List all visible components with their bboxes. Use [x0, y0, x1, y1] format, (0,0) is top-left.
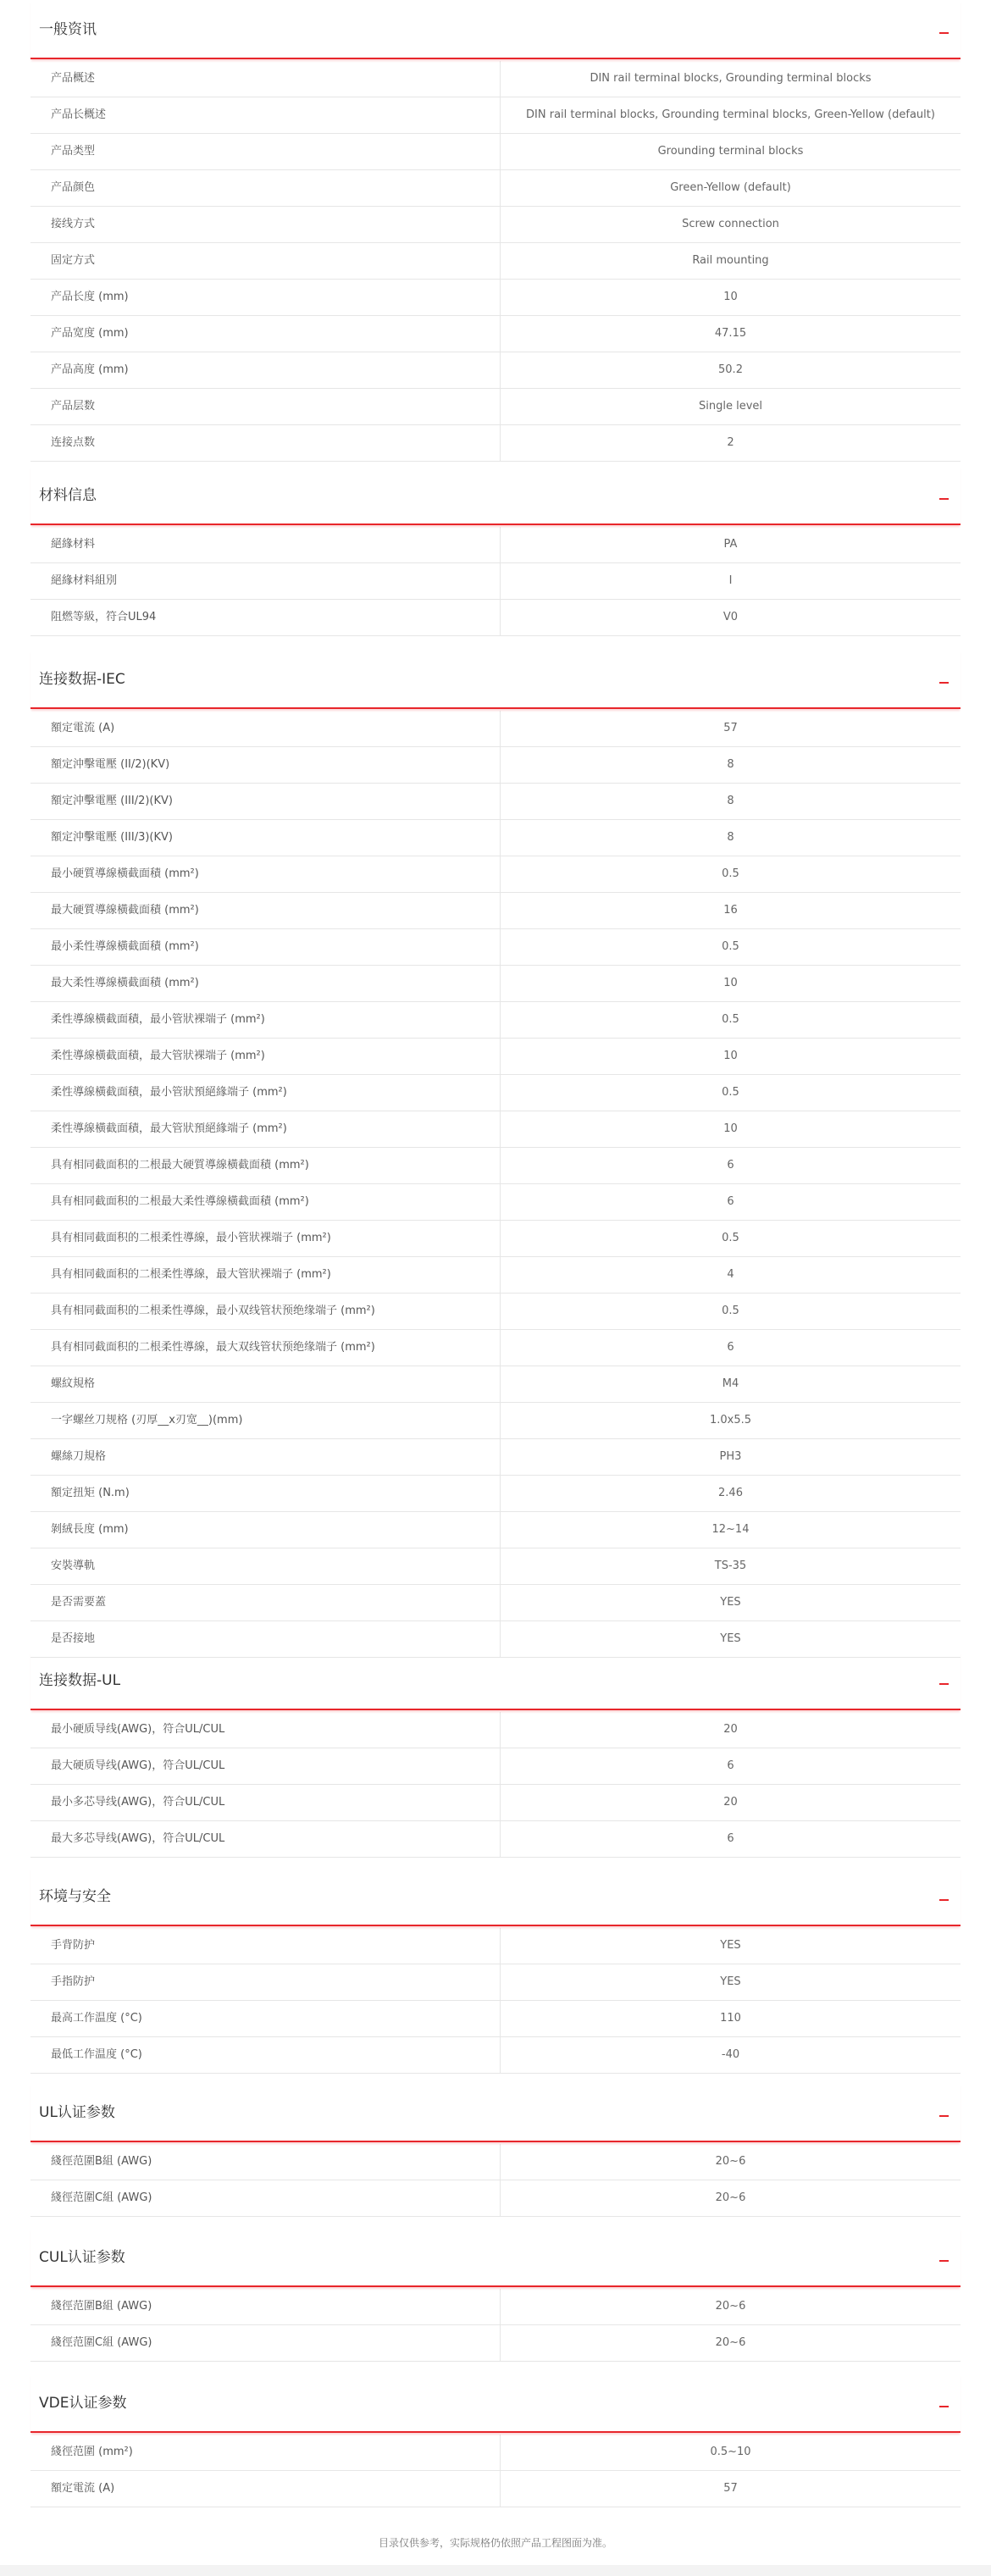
spec-label: 手指防护	[30, 1964, 501, 2000]
spec-row	[30, 527, 961, 563]
section-title: 连接数据-UL	[39, 1672, 121, 1689]
footer-disclaimer: 目录仅供参考，实际规格仍依照产品工程图面为准。	[378, 2537, 612, 2549]
spec-label: 螺絲刀規格	[30, 1439, 501, 1475]
spec-section	[30, 2228, 961, 2362]
spec-row	[30, 2435, 961, 2471]
spec-table	[30, 61, 961, 462]
spec-row	[30, 352, 961, 389]
spec-label: 絕緣材料組別	[30, 563, 501, 599]
section-header[interactable]	[30, 1651, 961, 1710]
spec-label: 手背防护	[30, 1928, 501, 1964]
spec-row	[30, 1964, 961, 2001]
footer-bar	[0, 2565, 991, 2576]
spec-value: 4	[727, 1268, 734, 1281]
collapse-icon[interactable]	[939, 1899, 949, 1901]
spec-row	[30, 1476, 961, 1512]
spec-row	[30, 2325, 961, 2362]
section-title: VDE认证参数	[39, 2395, 127, 2412]
spec-value: V0	[722, 611, 739, 623]
spec-value: 8	[727, 831, 734, 844]
spec-row	[30, 1928, 961, 1964]
spec-label: 产品长概述	[30, 97, 501, 133]
spec-row	[30, 966, 961, 1002]
spec-label: 产品类型	[30, 134, 501, 169]
spec-section	[30, 466, 961, 636]
spec-label: 产品高度 (mm)	[30, 352, 501, 388]
spec-row	[30, 1785, 961, 1821]
spec-section	[30, 1867, 961, 2074]
spec-row	[30, 1039, 961, 1075]
spec-row	[30, 747, 961, 784]
section-header[interactable]	[30, 0, 961, 59]
spec-value: 20~6	[715, 2300, 746, 2313]
spec-row	[30, 1748, 961, 1785]
spec-value: 10	[723, 977, 738, 989]
spec-value: 8	[727, 795, 734, 807]
collapse-icon[interactable]	[939, 2260, 949, 2262]
spec-label: 額定電流 (A)	[30, 711, 501, 746]
spec-row	[30, 134, 961, 170]
spec-label: 綫徑范圍C組 (AWG)	[30, 2325, 501, 2361]
spec-label: 綫徑范圍C組 (AWG)	[30, 2180, 501, 2216]
spec-row	[30, 170, 961, 207]
spec-label: 綫徑范圍 (mm²)	[30, 2435, 501, 2470]
spec-label: 柔性導線橫截面積，最大管狀裸端子 (mm²)	[30, 1039, 501, 1074]
spec-value: DIN rail terminal blocks, Grounding terminal blocks, Green-Yellow (default)	[526, 108, 935, 121]
spec-value: Screw connection	[682, 218, 779, 230]
spec-label: 具有相同截面积的二根柔性導線，最大双线管状预绝缘端子 (mm²)	[30, 1330, 501, 1366]
section-header[interactable]	[30, 2083, 961, 2142]
spec-value: 2	[727, 436, 734, 449]
spec-label: 柔性導線橫截面積，最小管狀裸端子 (mm²)	[30, 1002, 501, 1038]
spec-value: 6	[727, 1759, 734, 1772]
spec-row	[30, 280, 961, 316]
spec-row	[30, 1512, 961, 1548]
spec-label: 絕緣材料	[30, 527, 501, 562]
spec-section	[30, 2374, 961, 2507]
spec-label: 具有相同截面积的二根柔性導線，最小管狀裸端子 (mm²)	[30, 1221, 501, 1256]
spec-value: 0.5	[722, 1232, 739, 1244]
spec-label: 具有相同截面积的二根柔性導線，最小双线管状预绝缘端子 (mm²)	[30, 1294, 501, 1329]
spec-value: 57	[723, 2482, 738, 2495]
spec-label: 柔性導線橫截面積，最小管狀預絕緣端子 (mm²)	[30, 1075, 501, 1111]
spec-value: YES	[720, 1632, 741, 1645]
spec-label: 最低工作温度 (°C)	[30, 2037, 501, 2073]
spec-row	[30, 1257, 961, 1294]
spec-label: 最大柔性導線橫截面積 (mm²)	[30, 966, 501, 1001]
spec-label: 产品层数	[30, 389, 501, 424]
spec-value: 6	[727, 1195, 734, 1208]
spec-value: -40	[721, 2048, 740, 2061]
spec-label: 固定方式	[30, 243, 501, 279]
spec-label: 螺紋規格	[30, 1366, 501, 1402]
spec-section	[30, 2083, 961, 2217]
spec-label: 最小硬質導線橫截面積 (mm²)	[30, 856, 501, 892]
spec-row	[30, 711, 961, 747]
spec-value: DIN rail terminal blocks, Grounding terminal blocks	[590, 72, 872, 85]
spec-value: 10	[723, 1050, 738, 1062]
spec-value: Single level	[698, 400, 762, 413]
spec-row	[30, 1148, 961, 1184]
spec-row	[30, 600, 961, 636]
spec-row	[30, 1330, 961, 1366]
spec-row	[30, 1548, 961, 1585]
spec-row	[30, 1712, 961, 1748]
spec-row	[30, 1221, 961, 1257]
spec-value: 6	[727, 1832, 734, 1845]
spec-value: PA	[723, 538, 738, 551]
spec-value: 20~6	[715, 2191, 746, 2204]
spec-table	[30, 2144, 961, 2217]
spec-value: 20	[723, 1796, 738, 1809]
spec-value: Grounding terminal blocks	[657, 145, 804, 158]
spec-label: 阻燃等級，符合UL94	[30, 600, 501, 635]
section-title: UL认证参数	[39, 2104, 115, 2121]
spec-value: M4	[722, 1377, 739, 1390]
spec-label: 最小多芯导线(AWG)，符合UL/CUL	[30, 1785, 501, 1820]
spec-row	[30, 893, 961, 929]
spec-label: 是否接地	[30, 1621, 501, 1657]
spec-table	[30, 527, 961, 636]
spec-row	[30, 1366, 961, 1403]
spec-label: 具有相同截面积的二根最大硬質導線橫截面積 (mm²)	[30, 1148, 501, 1183]
section-header[interactable]	[30, 2228, 961, 2287]
spec-section	[30, 0, 961, 462]
spec-label: 安裝導軌	[30, 1548, 501, 1584]
spec-row	[30, 207, 961, 243]
spec-row	[30, 856, 961, 893]
spec-row	[30, 563, 961, 600]
spec-row	[30, 2289, 961, 2325]
collapse-icon[interactable]	[939, 2406, 949, 2407]
spec-value: 0.5	[722, 867, 739, 880]
spec-value: YES	[720, 1975, 741, 1988]
collapse-icon[interactable]	[939, 32, 949, 34]
spec-value: 20	[723, 1723, 738, 1736]
spec-label: 连接点数	[30, 425, 501, 461]
collapse-icon[interactable]	[939, 2115, 949, 2117]
spec-value: 57	[723, 722, 738, 734]
spec-row	[30, 1184, 961, 1221]
spec-value: 1.0x5.5	[709, 1414, 752, 1426]
spec-row	[30, 1111, 961, 1148]
spec-row	[30, 2471, 961, 2507]
spec-label: 柔性導線橫截面積，最大管狀預絕緣端子 (mm²)	[30, 1111, 501, 1147]
spec-value: 50.2	[718, 363, 743, 376]
spec-row	[30, 929, 961, 966]
spec-value: 16	[723, 904, 738, 917]
spec-value: 20~6	[715, 2336, 746, 2349]
spec-value: Rail mounting	[692, 254, 769, 267]
spec-row	[30, 1403, 961, 1439]
spec-row	[30, 389, 961, 425]
spec-value: 0.5	[722, 940, 739, 953]
spec-label: 剝絨長度 (mm)	[30, 1512, 501, 1548]
spec-value: PH3	[719, 1450, 742, 1463]
spec-row	[30, 1821, 961, 1858]
collapse-icon[interactable]	[939, 1683, 949, 1685]
spec-label: 具有相同截面积的二根柔性導線，最大管狀裸端子 (mm²)	[30, 1257, 501, 1293]
spec-table	[30, 711, 961, 1658]
spec-value: 47.15	[714, 327, 747, 340]
spec-value: 12~14	[711, 1523, 750, 1536]
spec-label: 一字螺丝刀规格 (刃厚__x刃宽__)(mm)	[30, 1403, 501, 1438]
spec-label: 产品概述	[30, 61, 501, 97]
spec-value: 20~6	[715, 2155, 746, 2168]
spec-row	[30, 425, 961, 462]
spec-row	[30, 243, 961, 280]
section-title: 环境与安全	[39, 1888, 111, 1905]
spec-label: 产品颜色	[30, 170, 501, 206]
spec-label: 产品宽度 (mm)	[30, 316, 501, 352]
section-title: CUL认证参数	[39, 2249, 125, 2266]
spec-table	[30, 1712, 961, 1858]
section-header[interactable]	[30, 466, 961, 525]
spec-value: 8	[727, 758, 734, 771]
spec-label: 綫徑范圍B組 (AWG)	[30, 2144, 501, 2180]
spec-value: I	[728, 574, 733, 587]
spec-row	[30, 2180, 961, 2217]
spec-table	[30, 2289, 961, 2362]
spec-row	[30, 97, 961, 134]
spec-row	[30, 2144, 961, 2180]
spec-label: 額定扭矩 (N.m)	[30, 1476, 501, 1511]
spec-label: 产品长度 (mm)	[30, 280, 501, 315]
section-header[interactable]	[30, 2374, 961, 2433]
spec-row	[30, 820, 961, 856]
spec-row	[30, 1002, 961, 1039]
spec-row	[30, 2001, 961, 2037]
spec-value: 0.5~10	[710, 2446, 751, 2458]
section-header[interactable]	[30, 1867, 961, 1926]
spec-label: 最大硬质导线(AWG)，符合UL/CUL	[30, 1748, 501, 1784]
spec-value: YES	[720, 1596, 741, 1609]
spec-value: 6	[727, 1159, 734, 1172]
spec-label: 綫徑范圍B組 (AWG)	[30, 2289, 501, 2324]
spec-value: 6	[727, 1341, 734, 1354]
spec-value: 0.5	[722, 1086, 739, 1099]
spec-value: 110	[720, 2012, 741, 2025]
spec-label: 最高工作温度 (°C)	[30, 2001, 501, 2036]
section-header[interactable]	[30, 650, 961, 709]
spec-label: 額定沖擊電壓 (III/2)(KV)	[30, 784, 501, 819]
spec-label: 額定沖擊電壓 (III/3)(KV)	[30, 820, 501, 856]
spec-value: YES	[720, 1939, 741, 1952]
collapse-icon[interactable]	[939, 682, 949, 684]
spec-label: 是否需要蓋	[30, 1585, 501, 1620]
spec-table	[30, 2435, 961, 2507]
spec-label: 接线方式	[30, 207, 501, 242]
spec-value: Green-Yellow (default)	[670, 181, 791, 194]
spec-value: 10	[723, 1122, 738, 1135]
spec-row	[30, 1439, 961, 1476]
spec-label: 最大多芯导线(AWG)，符合UL/CUL	[30, 1821, 501, 1857]
spec-value: 0.5	[722, 1013, 739, 1026]
spec-label: 額定電流 (A)	[30, 2471, 501, 2507]
spec-row	[30, 784, 961, 820]
section-title: 材料信息	[39, 487, 97, 504]
spec-table	[30, 1928, 961, 2074]
spec-row	[30, 1075, 961, 1111]
spec-row	[30, 2037, 961, 2074]
spec-row	[30, 1585, 961, 1621]
spec-value: TS-35	[714, 1559, 747, 1572]
spec-value: 0.5	[722, 1305, 739, 1317]
spec-value: 2.46	[718, 1487, 743, 1499]
section-title: 连接数据-IEC	[39, 671, 125, 688]
spec-label: 最小柔性導線橫截面積 (mm²)	[30, 929, 501, 965]
spec-row	[30, 61, 961, 97]
spec-label: 最小硬质导线(AWG)，符合UL/CUL	[30, 1712, 501, 1748]
section-title: 一般资讯	[39, 21, 97, 38]
collapse-icon[interactable]	[939, 498, 949, 500]
spec-label: 最大硬質導線橫截面積 (mm²)	[30, 893, 501, 928]
spec-row	[30, 1294, 961, 1330]
spec-section	[30, 650, 961, 1658]
spec-row	[30, 316, 961, 352]
spec-label: 具有相同截面积的二根最大柔性導線橫截面積 (mm²)	[30, 1184, 501, 1220]
spec-value: 10	[723, 291, 738, 303]
spec-label: 額定沖擊電壓 (II/2)(KV)	[30, 747, 501, 783]
spec-section	[30, 1651, 961, 1858]
